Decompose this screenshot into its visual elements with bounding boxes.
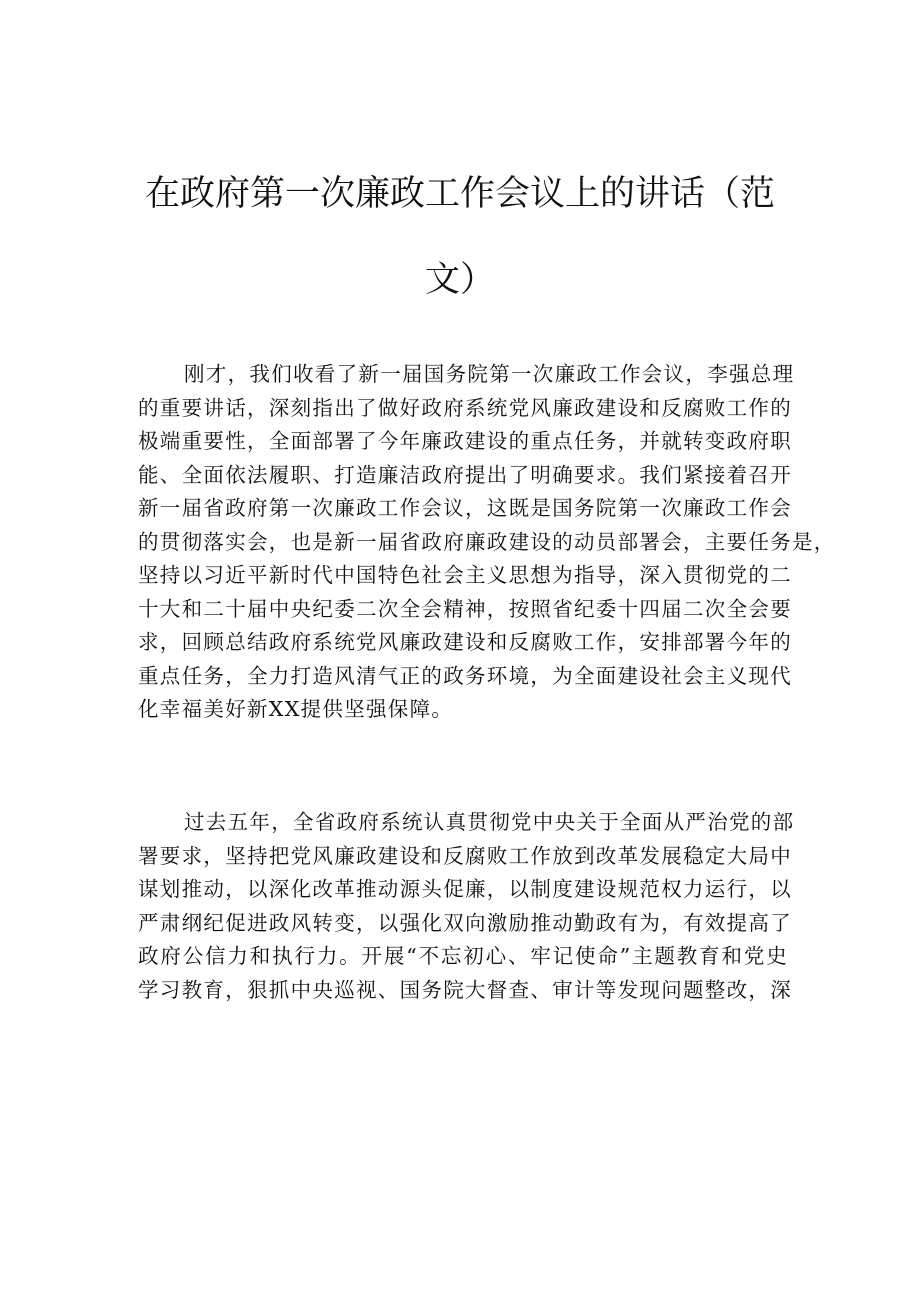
paragraph-line: 十大和二十届中央纪委二次全会精神，按照省纪委十四届二次全会要 bbox=[138, 596, 792, 621]
paragraph-line: 求，回顾总结政府系统党风廉政建设和反腐败工作，安排部署今年的 bbox=[138, 630, 792, 654]
document-title-line-1: 在政府第一次廉政工作会议上的讲话（范 bbox=[144, 174, 775, 214]
paragraph-line: 政府公信力和执行力。开展“不忘初心、牢记使命”主题教育和党史 bbox=[138, 944, 788, 968]
paragraph-1 bbox=[138, 358, 836, 727]
paragraph-2 bbox=[138, 806, 795, 1007]
paragraph-line: 署要求，坚持把党风廉政建设和反腐败工作放到改革发展稳定大局中 bbox=[138, 843, 792, 868]
paragraph-line: 过去五年，全省政府系统认真贯彻党中央关于全面从严治党的部 bbox=[184, 810, 795, 834]
document-title-line-2: 文） bbox=[424, 260, 495, 300]
paragraph-line: 的贯彻落实会，也是新一届省政府廉政建设的动员部署会，主要任务是， bbox=[138, 529, 836, 554]
paragraph-line: 谋划推动，以深化改革推动源头促廉，以制度建设规范权力运行，以 bbox=[138, 877, 792, 901]
paragraph-line: 极端重要性，全面部署了今年廉政建设的重点任务，并就转变政府职 bbox=[138, 429, 792, 453]
paragraph-line: 严肃纲纪促进政风转变，以强化双向激励推动勤政有为，有效提高了 bbox=[138, 910, 792, 935]
paragraph-line: 新一届省政府第一次廉政工作会议，这既是国务院第一次廉政工作会 bbox=[138, 496, 792, 520]
paragraph-line: 重点任务，全力打造风清气正的政务环境，为全面建设社会主义现代 bbox=[138, 663, 792, 688]
paragraph-line: 刚才，我们收看了新一届国务院第一次廉政工作会议，李强总理 bbox=[184, 362, 795, 386]
paragraph-line: 坚持以习近平新时代中国特色社会主义思想为指导，深入贯彻党的二 bbox=[138, 563, 792, 587]
paragraph-line: 学习教育，狠抓中央巡视、国务院大督查、审计等发现问题整改，深 bbox=[138, 977, 792, 1002]
paragraph-line: 化幸福美好新XX提供坚强保障。 bbox=[138, 697, 454, 721]
paragraph-line: 的重要讲话，深刻指出了做好政府系统党风廉政建设和反腐败工作的 bbox=[138, 395, 792, 420]
paragraph-line: 能、全面依法履职、打造廉洁政府提出了明确要求。我们紧接着召开 bbox=[138, 462, 792, 487]
